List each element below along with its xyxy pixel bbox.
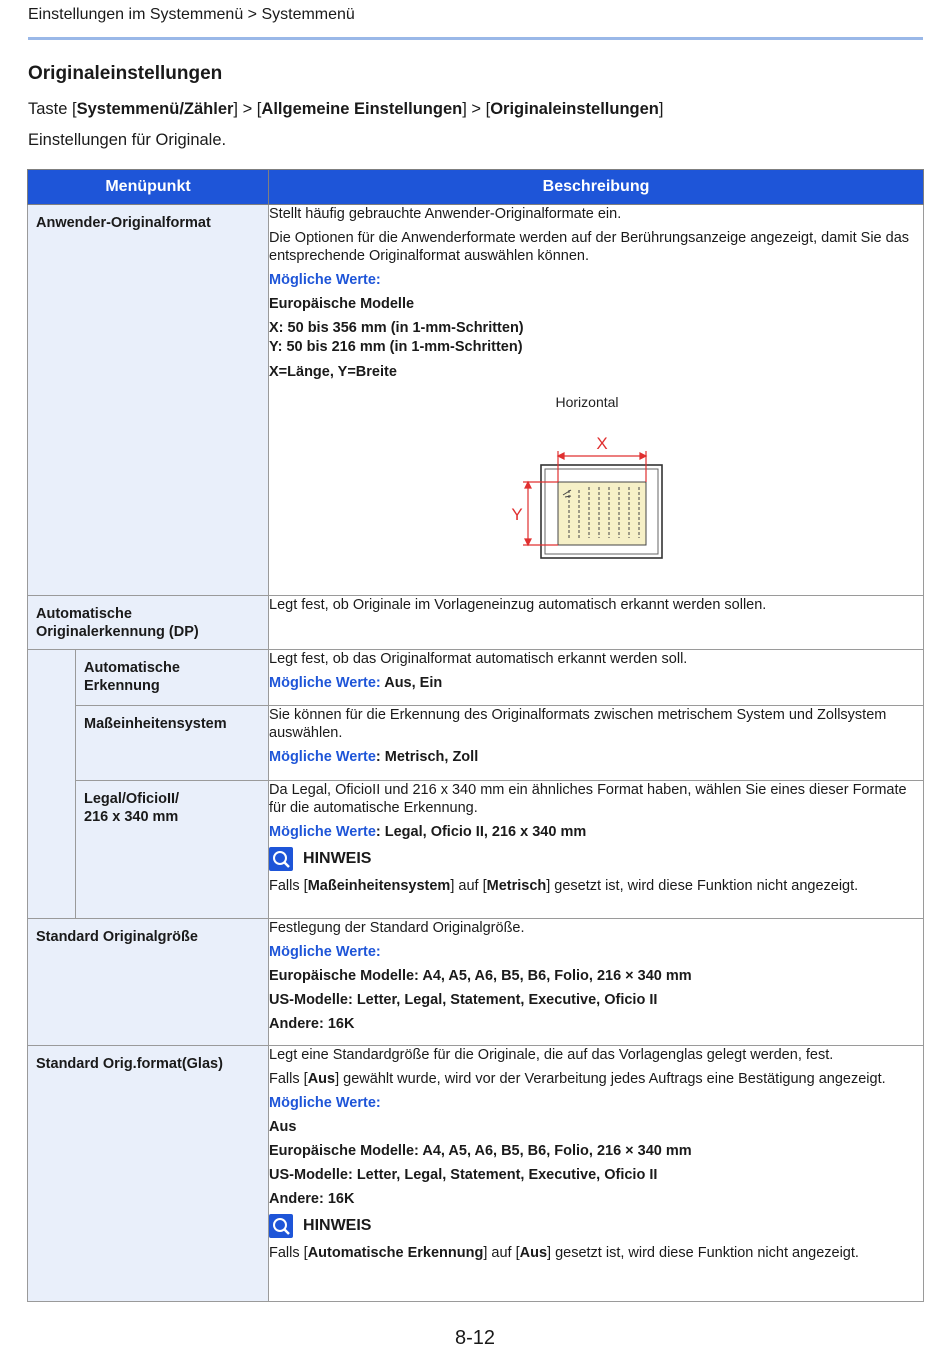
key-path	[28, 100, 663, 119]
values-other: Andere: 16K	[269, 1191, 355, 1207]
table-row	[28, 1046, 924, 1302]
menu-cell	[28, 919, 269, 1046]
desc-text: Festlegung der Standard Originalgröße.	[269, 920, 525, 936]
label-line: 216 x 340 mm	[84, 809, 179, 825]
hint-text-part: Falls [	[269, 878, 308, 894]
table-row	[28, 596, 924, 650]
desc-text: Legt fest, ob das Originalformat automatisch erkannt werden soll.	[269, 651, 688, 667]
page-title: Originaleinstellungen	[28, 63, 223, 84]
menu-label-standard-glass: Standard Orig.format(Glas)	[36, 1056, 223, 1072]
label-line: Originalerkennung (DP)	[36, 624, 199, 640]
format-diagram	[269, 387, 923, 569]
hint-text-part: ] gesetzt ist, wird diese Funktion nicht angezeigt.	[547, 1245, 859, 1261]
hint-box	[269, 1214, 923, 1238]
possible-values-list: : Legal, Oficio II, 216 x 340 mm	[375, 824, 587, 840]
hint-key: Maßeinheitensystem	[307, 878, 451, 894]
menu-cell	[28, 596, 269, 650]
menu-cell	[76, 706, 269, 781]
xy-meaning: X=Länge, Y=Breite	[269, 364, 397, 380]
possible-values-label: Mögliche Werte	[269, 824, 376, 840]
menu-label-standard-size: Standard Originalgröße	[36, 929, 198, 945]
hint-icon	[269, 847, 293, 871]
table-row	[28, 205, 924, 596]
possible-values-label: Mögliche Werte:	[269, 944, 381, 960]
header-menu-item: Menüpunkt	[28, 170, 269, 205]
values-other: Andere: 16K	[269, 1016, 355, 1032]
hint-title: HINWEIS	[303, 850, 372, 867]
confirm-text	[269, 1070, 923, 1088]
table-row	[28, 706, 924, 781]
confirm-text-part: ] gewählt wurde, wird vor der Verarbeitung jedes Auftrags eine Bestätigung angezeigt.	[335, 1071, 886, 1087]
menu-label-unit-system: Maßeinheitensystem	[84, 716, 227, 732]
label-line: Legal/OficioII/	[84, 791, 180, 807]
original-document	[558, 482, 646, 545]
values-us: US-Modelle: Letter, Legal, Statement, Executive, Oficio II	[269, 992, 658, 1008]
label-line: Automatische	[36, 606, 132, 622]
hint-text	[269, 1244, 923, 1262]
hint-title: HINWEIS	[303, 1217, 372, 1234]
breadcrumb: Einstellungen im Systemmenü > Systemmenü	[28, 6, 355, 23]
key-path-separator: ] > [	[462, 100, 491, 118]
description-cell	[269, 919, 924, 1046]
menu-label-auto-detect-dp	[28, 596, 268, 649]
possible-values-label: Mögliche Werte	[269, 749, 376, 765]
key-path-suffix: ]	[658, 100, 664, 118]
x-label: X	[596, 434, 608, 453]
desc-text: Da Legal, OficioII und 216 x 340 mm ein ähnliches Format haben, wählen Sie eines dieser Formate für die automatische Erkennung.	[269, 782, 907, 816]
table-header-row	[28, 170, 924, 205]
possible-values-label: Mögliche Werte:	[269, 272, 381, 288]
hint-key: Automatische Erkennung	[307, 1245, 484, 1261]
hint-text	[269, 877, 923, 895]
models-label: Europäische Modelle	[269, 296, 415, 312]
indent-cell	[28, 706, 76, 781]
possible-values-list: : Metrisch, Zoll	[375, 749, 479, 765]
settings-table	[27, 169, 924, 1302]
menu-cell	[28, 205, 269, 596]
values-eu: Europäische Modelle: A4, A5, A6, B5, B6, Folio, 216 × 340 mm	[269, 1143, 692, 1159]
possible-values-list: Aus, Ein	[380, 675, 443, 691]
description-cell	[269, 205, 924, 596]
header-description: Beschreibung	[269, 170, 924, 205]
description-cell	[269, 781, 924, 919]
table-row	[28, 781, 924, 919]
key-original-settings: Originaleinstellungen	[490, 100, 659, 118]
y-label: Y	[511, 505, 523, 524]
key-path-prefix: Taste [	[28, 100, 77, 118]
indent-cell	[28, 781, 76, 919]
table-row	[28, 919, 924, 1046]
intro-text: Einstellungen für Originale.	[28, 131, 227, 149]
hint-text-part: ] gesetzt ist, wird diese Funktion nicht angezeigt.	[546, 878, 859, 894]
page-number: 8-12	[454, 1327, 496, 1349]
hint-key: Metrisch	[486, 878, 547, 894]
menu-label-legal	[76, 781, 268, 834]
possible-values-label: Mögliche Werte:	[269, 1095, 381, 1111]
label-line: Erkennung	[84, 678, 160, 694]
description-cell	[269, 596, 924, 650]
confirm-key: Aus	[307, 1071, 336, 1087]
hint-text-part: ] auf [	[450, 878, 487, 894]
x-range: X: 50 bis 356 mm (in 1-mm-Schritten)	[269, 320, 524, 336]
confirm-text-part: Falls [	[269, 1071, 308, 1087]
description-cell	[269, 706, 924, 781]
possible-values	[269, 823, 923, 841]
diagram-caption: Horizontal	[555, 394, 619, 410]
possible-values	[269, 674, 923, 692]
desc-text: Stellt häufig gebrauchte Anwender-Originalformate ein.	[269, 206, 622, 222]
menu-label-auto-detect	[76, 650, 268, 703]
key-system-menu: Systemmenü/Zähler	[76, 100, 234, 118]
table-row	[28, 650, 924, 706]
possible-values	[269, 748, 923, 766]
possible-values-label: Mögliche Werte:	[269, 675, 381, 691]
desc-text: Legt eine Standardgröße für die Originale, die auf das Vorlagenglas gelegt werden, fest.	[269, 1047, 834, 1063]
menu-cell	[28, 1046, 269, 1302]
hint-text-part: Falls [	[269, 1245, 308, 1261]
desc-text: Legt fest, ob Originale im Vorlageneinzug automatisch erkannt werden sollen.	[269, 597, 767, 613]
indent-cell	[28, 650, 76, 706]
values-eu: Europäische Modelle: A4, A5, A6, B5, B6, Folio, 216 × 340 mm	[269, 968, 692, 984]
menu-label-custom-format: Anwender-Originalformat	[36, 215, 211, 231]
key-path-separator: ] > [	[233, 100, 262, 118]
hint-icon	[269, 1214, 293, 1238]
values-us: US-Modelle: Letter, Legal, Statement, Executive, Oficio II	[269, 1167, 658, 1183]
header-rule	[28, 37, 923, 40]
values-off: Aus	[269, 1119, 297, 1135]
description-cell	[269, 650, 924, 706]
format-diagram-svg	[269, 387, 908, 569]
key-general-settings: Allgemeine Einstellungen	[261, 100, 463, 118]
y-range: Y: 50 bis 216 mm (in 1-mm-Schritten)	[269, 339, 523, 355]
hint-box	[269, 847, 923, 871]
desc-text: Die Optionen für die Anwenderformate werden auf der Berührungsanzeige angezeigt, damit Sie das entsprechende Originalformat auswählen können.	[269, 230, 910, 264]
label-line: Automatische	[84, 660, 180, 676]
hint-key: Aus	[519, 1245, 548, 1261]
desc-text: Sie können für die Erkennung des Originalformats zwischen metrischem System und Zollsystem auswählen.	[269, 707, 887, 741]
menu-cell	[76, 781, 269, 919]
hint-text-part: ] auf [	[483, 1245, 520, 1261]
menu-cell	[76, 650, 269, 706]
description-cell	[269, 1046, 924, 1302]
